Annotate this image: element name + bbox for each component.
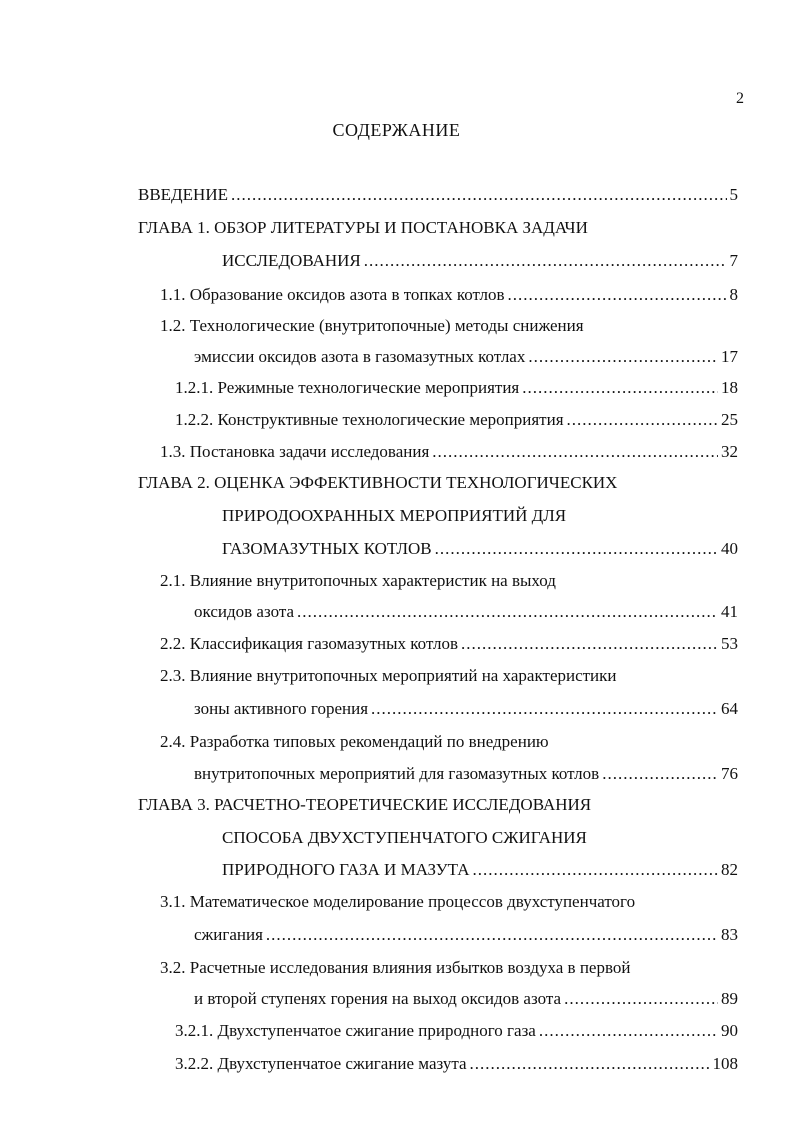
toc-entry-text: 2.4. Разработка типовых рекомендаций по внедрению: [160, 732, 549, 751]
toc-entry-text: 1.2.1. Режимные технологические мероприятия: [175, 378, 520, 397]
dot-leader: [508, 280, 727, 310]
toc-page-number: 108: [712, 1054, 738, 1073]
toc-entry-text: ГЛАВА 1. ОБЗОР ЛИТЕРАТУРЫ И ПОСТАНОВКА ЗАДАЧИ: [138, 218, 588, 237]
toc-entry-2-1-line-1[interactable]: [0, 566, 793, 596]
toc-entry-text: 2.2. Классификация газомазутных котлов: [160, 634, 458, 653]
toc-page-number: 7: [729, 251, 738, 270]
dot-leader: [567, 405, 718, 435]
toc-entry-3-1-line-2[interactable]: [0, 920, 793, 950]
dot-leader: [432, 437, 718, 467]
dot-leader: [266, 920, 718, 950]
toc-entry-text: сжигания: [194, 925, 263, 944]
toc-page-number: 8: [729, 285, 738, 304]
toc-entry-2-3-line-1[interactable]: [0, 661, 793, 691]
toc-title: СОДЕРЖАНИЕ: [332, 120, 461, 140]
toc-entry-text: 3.2.1. Двухступенчатое сжигание природного газа: [175, 1021, 536, 1040]
toc-page-number: 41: [721, 602, 738, 621]
toc-entry-text: ПРИРОДНОГО ГАЗА И МАЗУТА: [222, 860, 470, 879]
toc-entry-text: оксидов азота: [194, 602, 295, 621]
toc-page-number: 5: [729, 185, 738, 204]
toc-entry-chapter-2-line-2[interactable]: [0, 501, 793, 531]
toc-entry-text: внутритопочных мероприятий для газомазутных котлов: [194, 764, 600, 783]
toc-page-number: 76: [721, 764, 738, 783]
toc-entry-text: ГЛАВА 2. ОЦЕНКА ЭФФЕКТИВНОСТИ ТЕХНОЛОГИЧЕСКИХ: [138, 473, 618, 492]
dot-leader: [528, 342, 718, 372]
toc-entry-text: 3.2. Расчетные исследования влияния избытков воздуха в первой: [160, 958, 631, 977]
toc-entry-chapter-1-line-2[interactable]: [0, 246, 793, 276]
toc-entry-chapter-2-line-3[interactable]: [0, 534, 793, 564]
toc-entry-3-2-line-1[interactable]: [0, 953, 793, 983]
toc-page-number: 32: [721, 442, 738, 461]
toc-entry-intro[interactable]: [0, 180, 793, 210]
toc-entry-1-2-1[interactable]: [0, 373, 793, 403]
toc-entry-text: ГЛАВА 3. РАСЧЕТНО-ТЕОРЕТИЧЕСКИЕ ИССЛЕДОВАНИЯ: [138, 795, 592, 814]
toc-entry-chapter-3-line-2[interactable]: [0, 823, 793, 853]
toc-entry-text: 2.3. Влияние внутритопочных мероприятий на характеристики: [160, 666, 617, 685]
toc-entry-text: 3.1. Математическое моделирование процессов двухступенчатого: [160, 892, 636, 911]
toc-entry-chapter-3-line-3[interactable]: [0, 855, 793, 885]
toc-page-number: 83: [721, 925, 738, 944]
toc-entry-3-2-2[interactable]: [0, 1049, 793, 1079]
toc-entry-1-2-line-1[interactable]: [0, 311, 793, 341]
toc-entry-text: ИССЛЕДОВАНИЯ: [222, 251, 361, 270]
dot-leader: [231, 180, 727, 210]
dot-leader: [564, 984, 718, 1014]
toc-entry-3-2-1[interactable]: [0, 1016, 793, 1046]
toc-entry-2-1-line-2[interactable]: [0, 597, 793, 627]
toc-entry-chapter-2-line-1[interactable]: [0, 468, 793, 498]
toc-entry-text: ВВЕДЕНИЕ: [138, 185, 228, 204]
dot-leader: [461, 629, 718, 659]
toc-page-number: 53: [721, 634, 738, 653]
toc-entry-2-2[interactable]: [0, 629, 793, 659]
toc-entry-text: 1.2. Технологические (внутритопочные) методы снижения: [160, 316, 584, 335]
toc-entry-text: СПОСОБА ДВУХСТУПЕНЧАТОГО СЖИГАНИЯ: [222, 828, 587, 847]
toc-entry-1-1[interactable]: [0, 280, 793, 310]
toc-entry-1-2-2[interactable]: [0, 405, 793, 435]
toc-entry-text: эмиссии оксидов азота в газомазутных котлах: [194, 347, 526, 366]
toc-page-number: 18: [721, 378, 738, 397]
toc-entry-chapter-1-line-1[interactable]: [0, 213, 793, 243]
dot-leader: [297, 597, 718, 627]
toc-entry-3-1-line-1[interactable]: [0, 887, 793, 917]
toc-page-number: 17: [721, 347, 738, 366]
toc-entry-chapter-3-line-1[interactable]: [0, 790, 793, 820]
toc-entry-text: зоны активного горения: [194, 699, 369, 718]
toc-entry-1-2-line-2[interactable]: [0, 342, 793, 372]
toc-entry-text: 3.2.2. Двухступенчатое сжигание мазута: [175, 1054, 467, 1073]
toc-entry-text: ПРИРОДООХРАННЫХ МЕРОПРИЯТИЙ ДЛЯ: [222, 506, 567, 525]
dot-leader: [371, 694, 718, 724]
dot-leader: [539, 1016, 718, 1046]
toc-page-number: 90: [721, 1021, 738, 1040]
toc-entry-text: и второй ступенях горения на выход оксидов азота: [194, 989, 562, 1008]
toc-page-number: 89: [721, 989, 738, 1008]
dot-leader: [470, 1049, 710, 1079]
toc-entry-3-2-line-2[interactable]: [0, 984, 793, 1014]
toc-entry-text: 1.3. Постановка задачи исследования: [160, 442, 430, 461]
toc-entry-2-4-line-1[interactable]: [0, 727, 793, 757]
toc-entry-2-3-line-2[interactable]: [0, 694, 793, 724]
toc-entry-text: 1.2.2. Конструктивные технологические мероприятия: [175, 410, 564, 429]
toc-entry-2-4-line-2[interactable]: [0, 759, 793, 789]
dot-leader: [602, 759, 718, 789]
toc-page-number: 40: [721, 539, 738, 558]
toc-entry-text: 2.1. Влияние внутритопочных характеристик на выход: [160, 571, 556, 590]
dot-leader: [364, 246, 727, 276]
dot-leader: [473, 855, 719, 885]
dot-leader: [435, 534, 718, 564]
toc-entry-text: ГАЗОМАЗУТНЫХ КОТЛОВ: [222, 539, 432, 558]
toc-page-number: 64: [721, 699, 738, 718]
toc-page-number: 82: [721, 860, 738, 879]
toc-entry-text: 1.1. Образование оксидов азота в топках котлов: [160, 285, 505, 304]
toc-entry-1-3[interactable]: [0, 437, 793, 467]
page-number: 2: [736, 90, 744, 107]
toc-page-number: 25: [721, 410, 738, 429]
dot-leader: [522, 373, 718, 403]
